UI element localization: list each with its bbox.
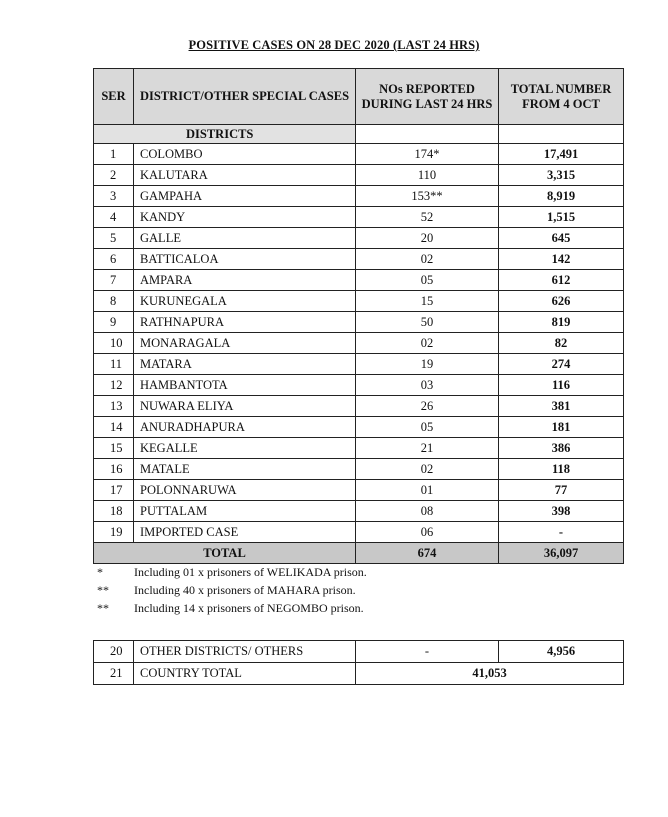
table-row [94, 459, 624, 480]
page-title: POSITIVE CASES ON 28 DEC 2020 (LAST 24 HRS) [188, 38, 480, 52]
row-ser: 15 [94, 438, 134, 459]
row-total: 8,919 [499, 186, 624, 207]
row-name: NUWARA ELIYA [134, 396, 356, 417]
footnote [97, 599, 367, 617]
row-total: 274 [499, 354, 624, 375]
row-total: 3,315 [499, 165, 624, 186]
footnotes [97, 563, 367, 617]
row-name: AMPARA [134, 270, 356, 291]
row-ser: 20 [94, 641, 134, 663]
row-name: GAMPAHA [134, 186, 356, 207]
row-last24: 20 [356, 228, 499, 249]
table-row [94, 663, 624, 685]
total-last24: 674 [356, 543, 499, 564]
header-reported: NOs REPORTED DURING LAST 24 HRS [356, 69, 499, 125]
row-ser: 1 [94, 144, 134, 165]
row-name: KALUTARA [134, 165, 356, 186]
row-name: IMPORTED CASE [134, 522, 356, 543]
row-ser: 7 [94, 270, 134, 291]
row-ser: 2 [94, 165, 134, 186]
row-total: 181 [499, 417, 624, 438]
row-total: 386 [499, 438, 624, 459]
table-row [94, 291, 624, 312]
header-district: DISTRICT/OTHER SPECIAL CASES [134, 69, 356, 125]
row-ser: 12 [94, 375, 134, 396]
row-last24: 01 [356, 480, 499, 501]
summary-table [93, 640, 624, 685]
row-total: 82 [499, 333, 624, 354]
section-row [94, 125, 624, 144]
row-name: KURUNEGALA [134, 291, 356, 312]
row-total: 626 [499, 291, 624, 312]
row-name: BATTICALOA [134, 249, 356, 270]
row-last24: 02 [356, 249, 499, 270]
row-total: 398 [499, 501, 624, 522]
row-ser: 3 [94, 186, 134, 207]
row-total: 4,956 [499, 641, 624, 663]
footnote-mark: ** [97, 583, 109, 597]
table-row [94, 438, 624, 459]
row-last24: 15 [356, 291, 499, 312]
table-row [94, 249, 624, 270]
row-name: MATARA [134, 354, 356, 375]
row-ser: 4 [94, 207, 134, 228]
row-name: KANDY [134, 207, 356, 228]
row-name: GALLE [134, 228, 356, 249]
table-row [94, 641, 624, 663]
section-blank [499, 125, 624, 144]
footnote-mark: * [97, 565, 103, 579]
row-last24: 06 [356, 522, 499, 543]
row-last24: 174* [356, 144, 499, 165]
row-ser: 19 [94, 522, 134, 543]
section-blank [356, 125, 499, 144]
row-ser: 10 [94, 333, 134, 354]
row-last24: 52 [356, 207, 499, 228]
row-last24: 110 [356, 165, 499, 186]
table-row [94, 396, 624, 417]
table-row [94, 417, 624, 438]
table-row [94, 144, 624, 165]
row-last24: 05 [356, 270, 499, 291]
row-last24: 26 [356, 396, 499, 417]
row-total: 381 [499, 396, 624, 417]
table-row [94, 354, 624, 375]
row-last24: 02 [356, 333, 499, 354]
row-name: PUTTALAM [134, 501, 356, 522]
row-last24: 50 [356, 312, 499, 333]
table-row [94, 228, 624, 249]
row-ser: 6 [94, 249, 134, 270]
total-row [94, 543, 624, 564]
row-total: 1,515 [499, 207, 624, 228]
row-ser: 13 [94, 396, 134, 417]
row-total: - [499, 522, 624, 543]
footnote-mark: ** [97, 601, 109, 615]
table-row [94, 207, 624, 228]
row-name: OTHER DISTRICTS/ OTHERS [134, 641, 356, 663]
row-ser: 14 [94, 417, 134, 438]
section-label: DISTRICTS [94, 125, 356, 144]
row-last24: 21 [356, 438, 499, 459]
cases-table [93, 68, 624, 564]
row-ser: 5 [94, 228, 134, 249]
row-total: 819 [499, 312, 624, 333]
row-last24: 19 [356, 354, 499, 375]
table-row [94, 312, 624, 333]
row-name: MONARAGALA [134, 333, 356, 354]
row-ser: 16 [94, 459, 134, 480]
row-last24: 153** [356, 186, 499, 207]
table-row [94, 165, 624, 186]
row-total: 142 [499, 249, 624, 270]
footnote [97, 563, 367, 581]
footnote-text: Including 14 x prisoners of NEGOMBO prison. [134, 601, 364, 615]
row-last24: 02 [356, 459, 499, 480]
total-label: TOTAL [94, 543, 356, 564]
row-last24: 03 [356, 375, 499, 396]
row-total: 645 [499, 228, 624, 249]
row-total: 118 [499, 459, 624, 480]
row-total: 612 [499, 270, 624, 291]
footnote [97, 581, 367, 599]
table-row [94, 480, 624, 501]
row-ser: 18 [94, 501, 134, 522]
row-last24: 05 [356, 417, 499, 438]
row-name: RATHNAPURA [134, 312, 356, 333]
row-total: 77 [499, 480, 624, 501]
row-last24: - [356, 641, 499, 663]
total-overall: 36,097 [499, 543, 624, 564]
table-row [94, 522, 624, 543]
header-total: TOTAL NUMBER FROM 4 OCT [499, 69, 624, 125]
table-row [94, 375, 624, 396]
row-ser: 21 [94, 663, 134, 685]
row-last24: 08 [356, 501, 499, 522]
table-row [94, 501, 624, 522]
row-name: POLONNARUWA [134, 480, 356, 501]
row-name: COLOMBO [134, 144, 356, 165]
row-ser: 8 [94, 291, 134, 312]
table-header-row [94, 69, 624, 125]
row-name: ANURADHAPURA [134, 417, 356, 438]
row-name: KEGALLE [134, 438, 356, 459]
table-row [94, 186, 624, 207]
table-row [94, 333, 624, 354]
header-ser: SER [94, 69, 134, 125]
country-total-value: 41,053 [356, 663, 624, 685]
row-name: COUNTRY TOTAL [134, 663, 356, 685]
footnote-text: Including 01 x prisoners of WELIKADA prison. [134, 565, 367, 579]
row-ser: 9 [94, 312, 134, 333]
row-ser: 17 [94, 480, 134, 501]
row-total: 116 [499, 375, 624, 396]
row-name: HAMBANTOTA [134, 375, 356, 396]
footnote-text: Including 40 x prisoners of MAHARA prison. [134, 583, 356, 597]
row-ser: 11 [94, 354, 134, 375]
table-row [94, 270, 624, 291]
row-name: MATALE [134, 459, 356, 480]
row-total: 17,491 [499, 144, 624, 165]
